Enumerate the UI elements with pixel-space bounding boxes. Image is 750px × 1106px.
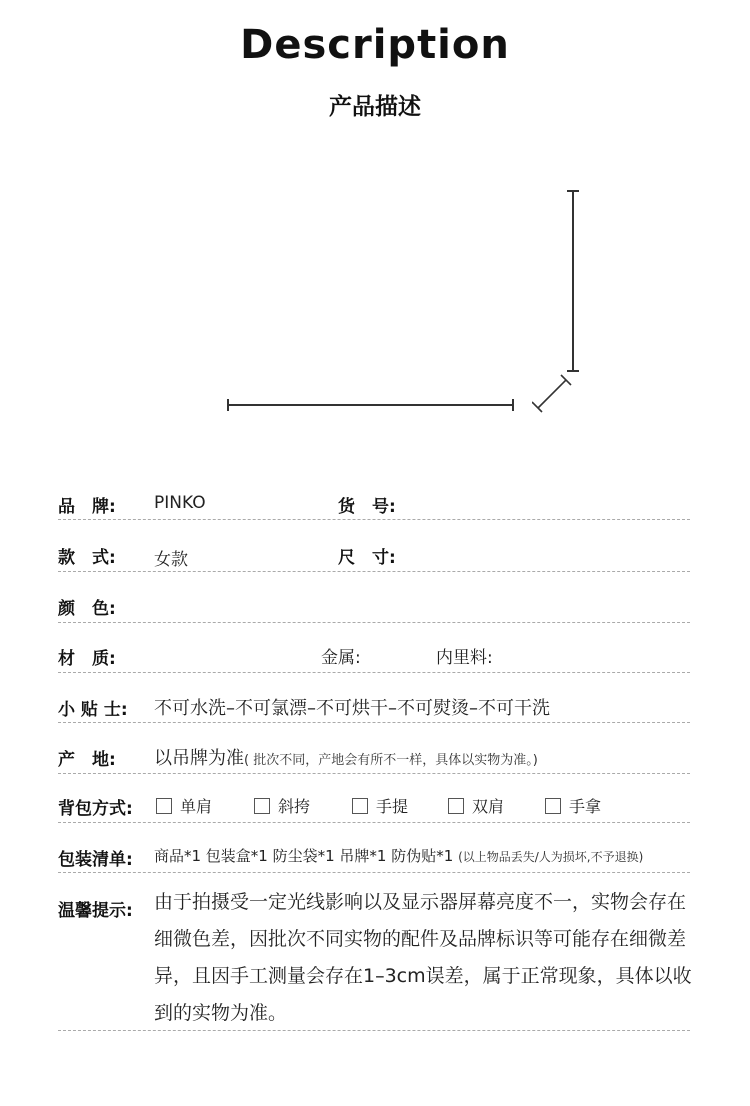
height-dimension-line [572,190,574,372]
package-value [154,845,643,866]
row-style [58,535,690,572]
height-dimension-cap-top [567,190,579,192]
material-label: 材 质: [58,649,116,669]
sku-label: 货 号: [338,497,396,517]
page-title: Description [240,22,510,68]
brand-label: 品 牌: [58,497,116,517]
lining-label: 内里料: [436,648,493,668]
row-material [58,636,690,673]
style-label: 款 式: [58,548,116,568]
row-carry-options [58,786,690,823]
care-tips-label: 小 贴 士: [58,700,128,720]
origin-main: 以吊牌为准 [154,748,244,769]
carry-label: 背包方式: [58,799,133,819]
metal-label: 金属: [321,648,361,668]
checkbox-icon[interactable] [254,798,270,814]
color-label: 颜 色: [58,599,116,619]
checkbox-icon[interactable] [545,798,561,814]
page-subtitle: 产品描述 [329,94,421,120]
row-origin [58,736,690,774]
row-brand [58,484,690,520]
package-items: 商品*1 包装盒*1 防尘袋*1 吊牌*1 防伪贴*1 [154,847,454,865]
care-tips-value: 不可水洗–不可氯漂–不可烘干–不可熨烫–不可干洗 [154,698,550,719]
style-value: 女款 [154,550,188,570]
checkbox-icon[interactable] [448,798,464,814]
brand-value: PINKO [154,493,206,513]
carry-option-handheld[interactable]: 手提 [352,794,408,817]
width-dimension-cap-left [227,399,229,411]
notice-text: 由于拍摄受一定光线影响以及显示器屏幕亮度不一，实物会存在细微色差，因批次不同实物的配件及品牌标识等可能存在细微差异，且因手工测量会存在1–3cm误差，属于正常现象，具体以收到的实物为准。 [154,891,692,1024]
checkbox-icon[interactable] [156,798,172,814]
carry-option-shoulder[interactable]: 单肩 [156,794,212,817]
carry-option-backpack[interactable]: 双肩 [448,794,504,817]
size-label: 尺 寸: [338,548,396,568]
carry-option-clutch[interactable]: 手拿 [545,794,601,817]
package-label: 包装清单: [58,850,133,870]
origin-value [154,744,538,770]
notice-label: 温馨提示: [58,901,133,921]
width-dimension-cap-right [512,399,514,411]
depth-dimension-line [532,372,582,422]
origin-label: 产 地: [58,750,116,770]
origin-note: ( 批次不同，产地会有所不一样，具体以实物为准。) [244,753,538,768]
package-note: (以上物品丢失/人为损坏,不予退换) [458,850,644,864]
row-care-tips [58,686,690,723]
carry-option-crossbody[interactable]: 斜挎 [254,794,310,817]
row-package-list [58,836,690,873]
row-color [58,586,690,623]
row-notice [58,884,690,1031]
width-dimension-line [228,404,514,406]
checkbox-icon[interactable] [352,798,368,814]
